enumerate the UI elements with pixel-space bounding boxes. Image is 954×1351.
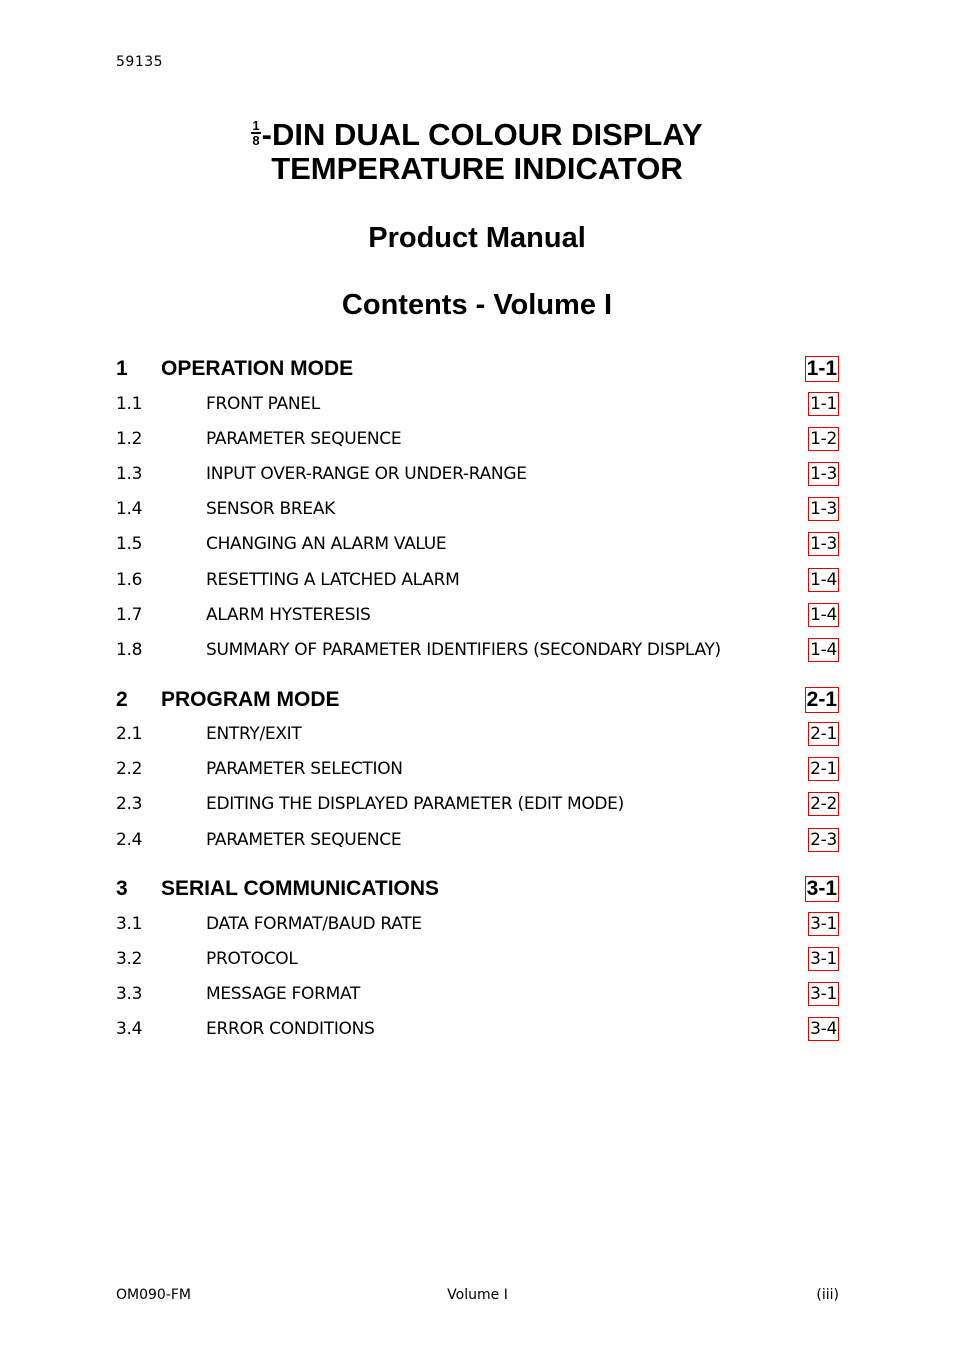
toc-entry [116, 632, 839, 667]
section-number: 2 [116, 687, 128, 711]
entry-title: INPUT OVER-RANGE OR UNDER-RANGE [206, 463, 527, 484]
entry-number: 1.2 [116, 428, 143, 449]
contents-heading: Contents - Volume I [341, 289, 613, 321]
toc-entry [116, 527, 839, 562]
document-title [0, 118, 954, 186]
entry-number: 2.3 [116, 794, 143, 815]
entry-title: SENSOR BREAK [206, 499, 336, 520]
page-footer [116, 1287, 839, 1303]
entry-number: 2.2 [116, 759, 143, 780]
entry-page-link[interactable]: 1-3 [810, 534, 837, 555]
entry-title: RESETTING A LATCHED ALARM [206, 569, 460, 590]
entry-number: 3.2 [116, 949, 143, 970]
entry-page-link[interactable]: 2-1 [810, 759, 837, 780]
entry-page-link[interactable]: 1-3 [810, 499, 837, 520]
title-line-1 [0, 118, 954, 152]
product-manual-heading: Product Manual [368, 222, 586, 254]
entry-page-link[interactable]: 2-1 [810, 724, 837, 745]
entry-number: 1.4 [116, 499, 143, 520]
toc-section-heading [116, 872, 839, 906]
title-line-1-text: -DIN DUAL COLOUR DISPLAY [261, 117, 703, 152]
toc-entry [116, 492, 839, 527]
entry-number: 1.8 [116, 639, 143, 660]
table-of-contents [116, 352, 839, 1047]
toc-entry [116, 597, 839, 632]
entry-title: ALARM HYSTERESIS [206, 604, 371, 625]
entry-page-link[interactable]: 1-3 [810, 463, 837, 484]
entry-page-link[interactable]: 1-4 [810, 604, 837, 625]
entry-number: 3.4 [116, 1019, 143, 1040]
entry-page-link[interactable]: 3-4 [810, 1019, 837, 1040]
entry-number: 1.6 [116, 569, 143, 590]
fraction-denominator: 8 [252, 132, 260, 148]
entry-title: MESSAGE FORMAT [206, 984, 361, 1005]
entry-number: 1.5 [116, 534, 143, 555]
section-title: PROGRAM MODE [161, 687, 340, 711]
toc-entry [116, 456, 839, 491]
entry-number: 2.4 [116, 829, 143, 850]
entry-page-link[interactable]: 2-2 [810, 794, 837, 815]
toc-section-2 [116, 683, 839, 858]
entry-title: SUMMARY OF PARAMETER IDENTIFIERS (SECONDARY DISPLAY) [206, 639, 721, 660]
entry-title: EDITING THE DISPLAYED PARAMETER (EDIT MODE) [206, 794, 624, 815]
section-number: 3 [116, 877, 128, 901]
section-number: 1 [116, 357, 128, 380]
section-page-link[interactable]: 1-1 [806, 357, 837, 380]
entry-number: 3.3 [116, 984, 143, 1005]
toc-entry [116, 1012, 839, 1047]
toc-section-heading [116, 352, 839, 386]
title-line-2: TEMPERATURE INDICATOR [271, 151, 683, 186]
section-title: SERIAL COMMUNICATIONS [161, 877, 440, 901]
entry-page-link[interactable]: 1-4 [810, 569, 837, 590]
footer-page-number: (iii) [816, 1287, 839, 1303]
footer-doc-code: OM090-FM [116, 1287, 192, 1303]
toc-entry [116, 941, 839, 976]
toc-entry [116, 977, 839, 1012]
entry-page-link[interactable]: 2-3 [810, 829, 837, 850]
entry-title: DATA FORMAT/BAUD RATE [206, 913, 422, 934]
entry-title: ERROR CONDITIONS [206, 1019, 375, 1040]
section-page-link[interactable]: 3-1 [806, 877, 837, 901]
entry-title: PARAMETER SEQUENCE [206, 428, 402, 449]
entry-page-link[interactable]: 3-1 [810, 913, 837, 934]
entry-page-link[interactable]: 1-4 [810, 639, 837, 660]
document-id: 59135 [116, 54, 164, 70]
toc-entry [116, 717, 839, 752]
entry-title: FRONT PANEL [206, 393, 320, 414]
entry-title: CHANGING AN ALARM VALUE [206, 534, 447, 555]
toc-section-heading [116, 683, 839, 717]
entry-title: PARAMETER SELECTION [206, 759, 403, 780]
entry-title: ENTRY/EXIT [206, 724, 302, 745]
entry-number: 1.1 [116, 393, 143, 414]
entry-page-link[interactable]: 1-1 [810, 393, 837, 414]
entry-number: 3.1 [116, 913, 143, 934]
fraction-one-eighth [251, 119, 260, 147]
toc-entry [116, 752, 839, 787]
entry-page-link[interactable]: 3-1 [810, 984, 837, 1005]
entry-page-link[interactable]: 3-1 [810, 949, 837, 970]
toc-entry [116, 787, 839, 822]
section-page-link[interactable]: 2-1 [806, 687, 837, 711]
toc-entry [116, 421, 839, 456]
entry-title: PARAMETER SEQUENCE [206, 829, 402, 850]
fraction-numerator: 1 [252, 117, 260, 133]
entry-title: PROTOCOL [206, 949, 298, 970]
toc-section-3 [116, 872, 839, 1047]
entry-number: 2.1 [116, 724, 143, 745]
toc-entry [116, 822, 839, 857]
footer-volume: Volume I [447, 1287, 508, 1303]
entry-number: 1.7 [116, 604, 143, 625]
toc-entry [116, 562, 839, 597]
toc-entry [116, 906, 839, 941]
toc-section-1 [116, 352, 839, 668]
entry-number: 1.3 [116, 463, 143, 484]
section-title: OPERATION MODE [161, 357, 354, 380]
entry-page-link[interactable]: 1-2 [810, 428, 837, 449]
toc-entry [116, 386, 839, 421]
